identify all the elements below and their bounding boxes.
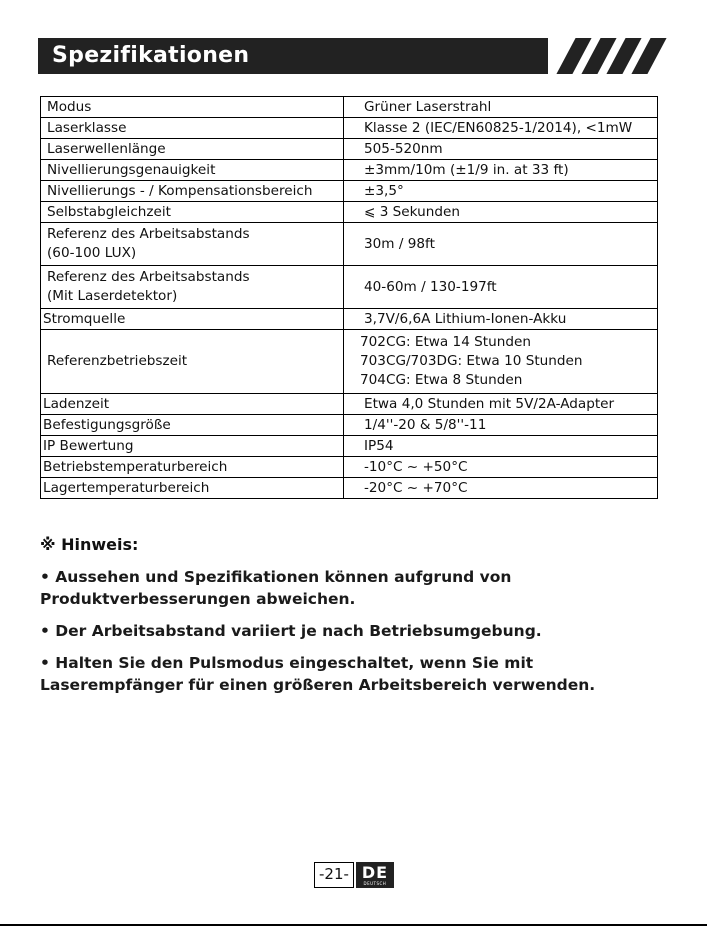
spec-value-line: 703CG/703DG: Etwa 10 Stunden <box>360 353 583 369</box>
spec-value: ±3,5° <box>344 181 658 202</box>
spec-label: IP Bewertung <box>41 436 344 457</box>
note-line: • Der Arbeitsabstand variiert je nach Betriebsumgebung. <box>40 622 542 640</box>
table-row <box>41 181 658 202</box>
table-row <box>41 457 658 478</box>
spec-value: 1/4''-20 & 5/8''-11 <box>344 415 658 436</box>
table-row <box>41 118 658 139</box>
spec-value: ±3mm/10m (±1/9 in. at 33 ft) <box>344 160 658 181</box>
spec-table <box>40 96 658 499</box>
table-row <box>41 309 658 330</box>
language-name: DEUTSCH <box>363 880 387 886</box>
table-row <box>41 436 658 457</box>
spec-value: -20°C ~ +70°C <box>344 478 658 499</box>
table-row <box>41 415 658 436</box>
note-line: Produktverbesserungen abweichen. <box>40 590 356 608</box>
section-header <box>38 38 658 74</box>
spec-value: IP54 <box>344 436 658 457</box>
spec-label: Lagertemperaturbereich <box>41 478 344 499</box>
table-row <box>41 478 658 499</box>
spec-label-line: Referenz des Arbeitsabstands <box>47 226 250 242</box>
spec-value <box>344 330 658 394</box>
spec-label-line: Referenz des Arbeitsabstands <box>47 269 250 285</box>
spec-label-line: (Mit Laserdetektor) <box>47 288 178 304</box>
table-row <box>41 394 658 415</box>
spec-label: Betriebstemperaturbereich <box>41 457 344 478</box>
spec-label-line: (60-100 LUX) <box>47 245 137 261</box>
spec-label <box>41 266 344 309</box>
table-row <box>41 223 658 266</box>
note-item <box>40 652 680 696</box>
language-badge <box>356 862 394 888</box>
note-line: Laserempfänger für einen größeren Arbeitsbereich verwenden. <box>40 676 596 694</box>
note-line: • Halten Sie den Pulsmodus eingeschaltet, wenn Sie mit <box>40 654 534 672</box>
notes-title: ※ Hinweis: <box>40 535 139 554</box>
spec-value: ⩽ 3 Sekunden <box>344 202 658 223</box>
spec-label: Stromquelle <box>41 309 344 330</box>
table-row <box>41 139 658 160</box>
spec-label: Modus <box>41 97 344 118</box>
spec-value-line: 704CG: Etwa 8 Stunden <box>360 372 523 388</box>
table-row <box>41 330 658 394</box>
spec-value-line: 702CG: Etwa 14 Stunden <box>360 334 531 350</box>
table-row <box>41 97 658 118</box>
page-footer <box>314 862 394 888</box>
spec-label <box>41 223 344 266</box>
note-item <box>40 620 680 642</box>
spec-value: Klasse 2 (IEC/EN60825-1/2014), <1mW <box>344 118 658 139</box>
page-number: -21- <box>314 862 354 888</box>
note-line: • Aussehen und Spezifikationen können aufgrund von <box>40 568 512 586</box>
spec-value: 30m / 98ft <box>344 223 658 266</box>
spec-value: Etwa 4,0 Stunden mit 5V/2A-Adapter <box>344 394 658 415</box>
spec-label: Selbstabgleichzeit <box>41 202 344 223</box>
spec-value: 505-520nm <box>344 139 658 160</box>
spec-label: Referenzbetriebszeit <box>41 330 344 394</box>
spec-value: Grüner Laserstrahl <box>344 97 658 118</box>
spec-label: Laserwellenlänge <box>41 139 344 160</box>
table-row <box>41 160 658 181</box>
spec-value: 3,7V/6,6A Lithium-Ionen-Akku <box>344 309 658 330</box>
table-row <box>41 266 658 309</box>
bottom-divider <box>0 924 707 926</box>
spec-value: -10°C ~ +50°C <box>344 457 658 478</box>
notes-section <box>40 534 680 696</box>
spec-label: Nivellierungsgenauigkeit <box>41 160 344 181</box>
spec-value: 40-60m / 130-197ft <box>344 266 658 309</box>
spec-label: Ladenzeit <box>41 394 344 415</box>
section-title: Spezifikationen <box>52 43 250 68</box>
spec-label: Befestigungsgröße <box>41 415 344 436</box>
language-code: DE <box>361 862 389 882</box>
spec-label: Nivellierungs - / Kompensationsbereich <box>41 181 344 202</box>
spec-label: Laserklasse <box>41 118 344 139</box>
note-item <box>40 566 680 610</box>
table-row <box>41 202 658 223</box>
